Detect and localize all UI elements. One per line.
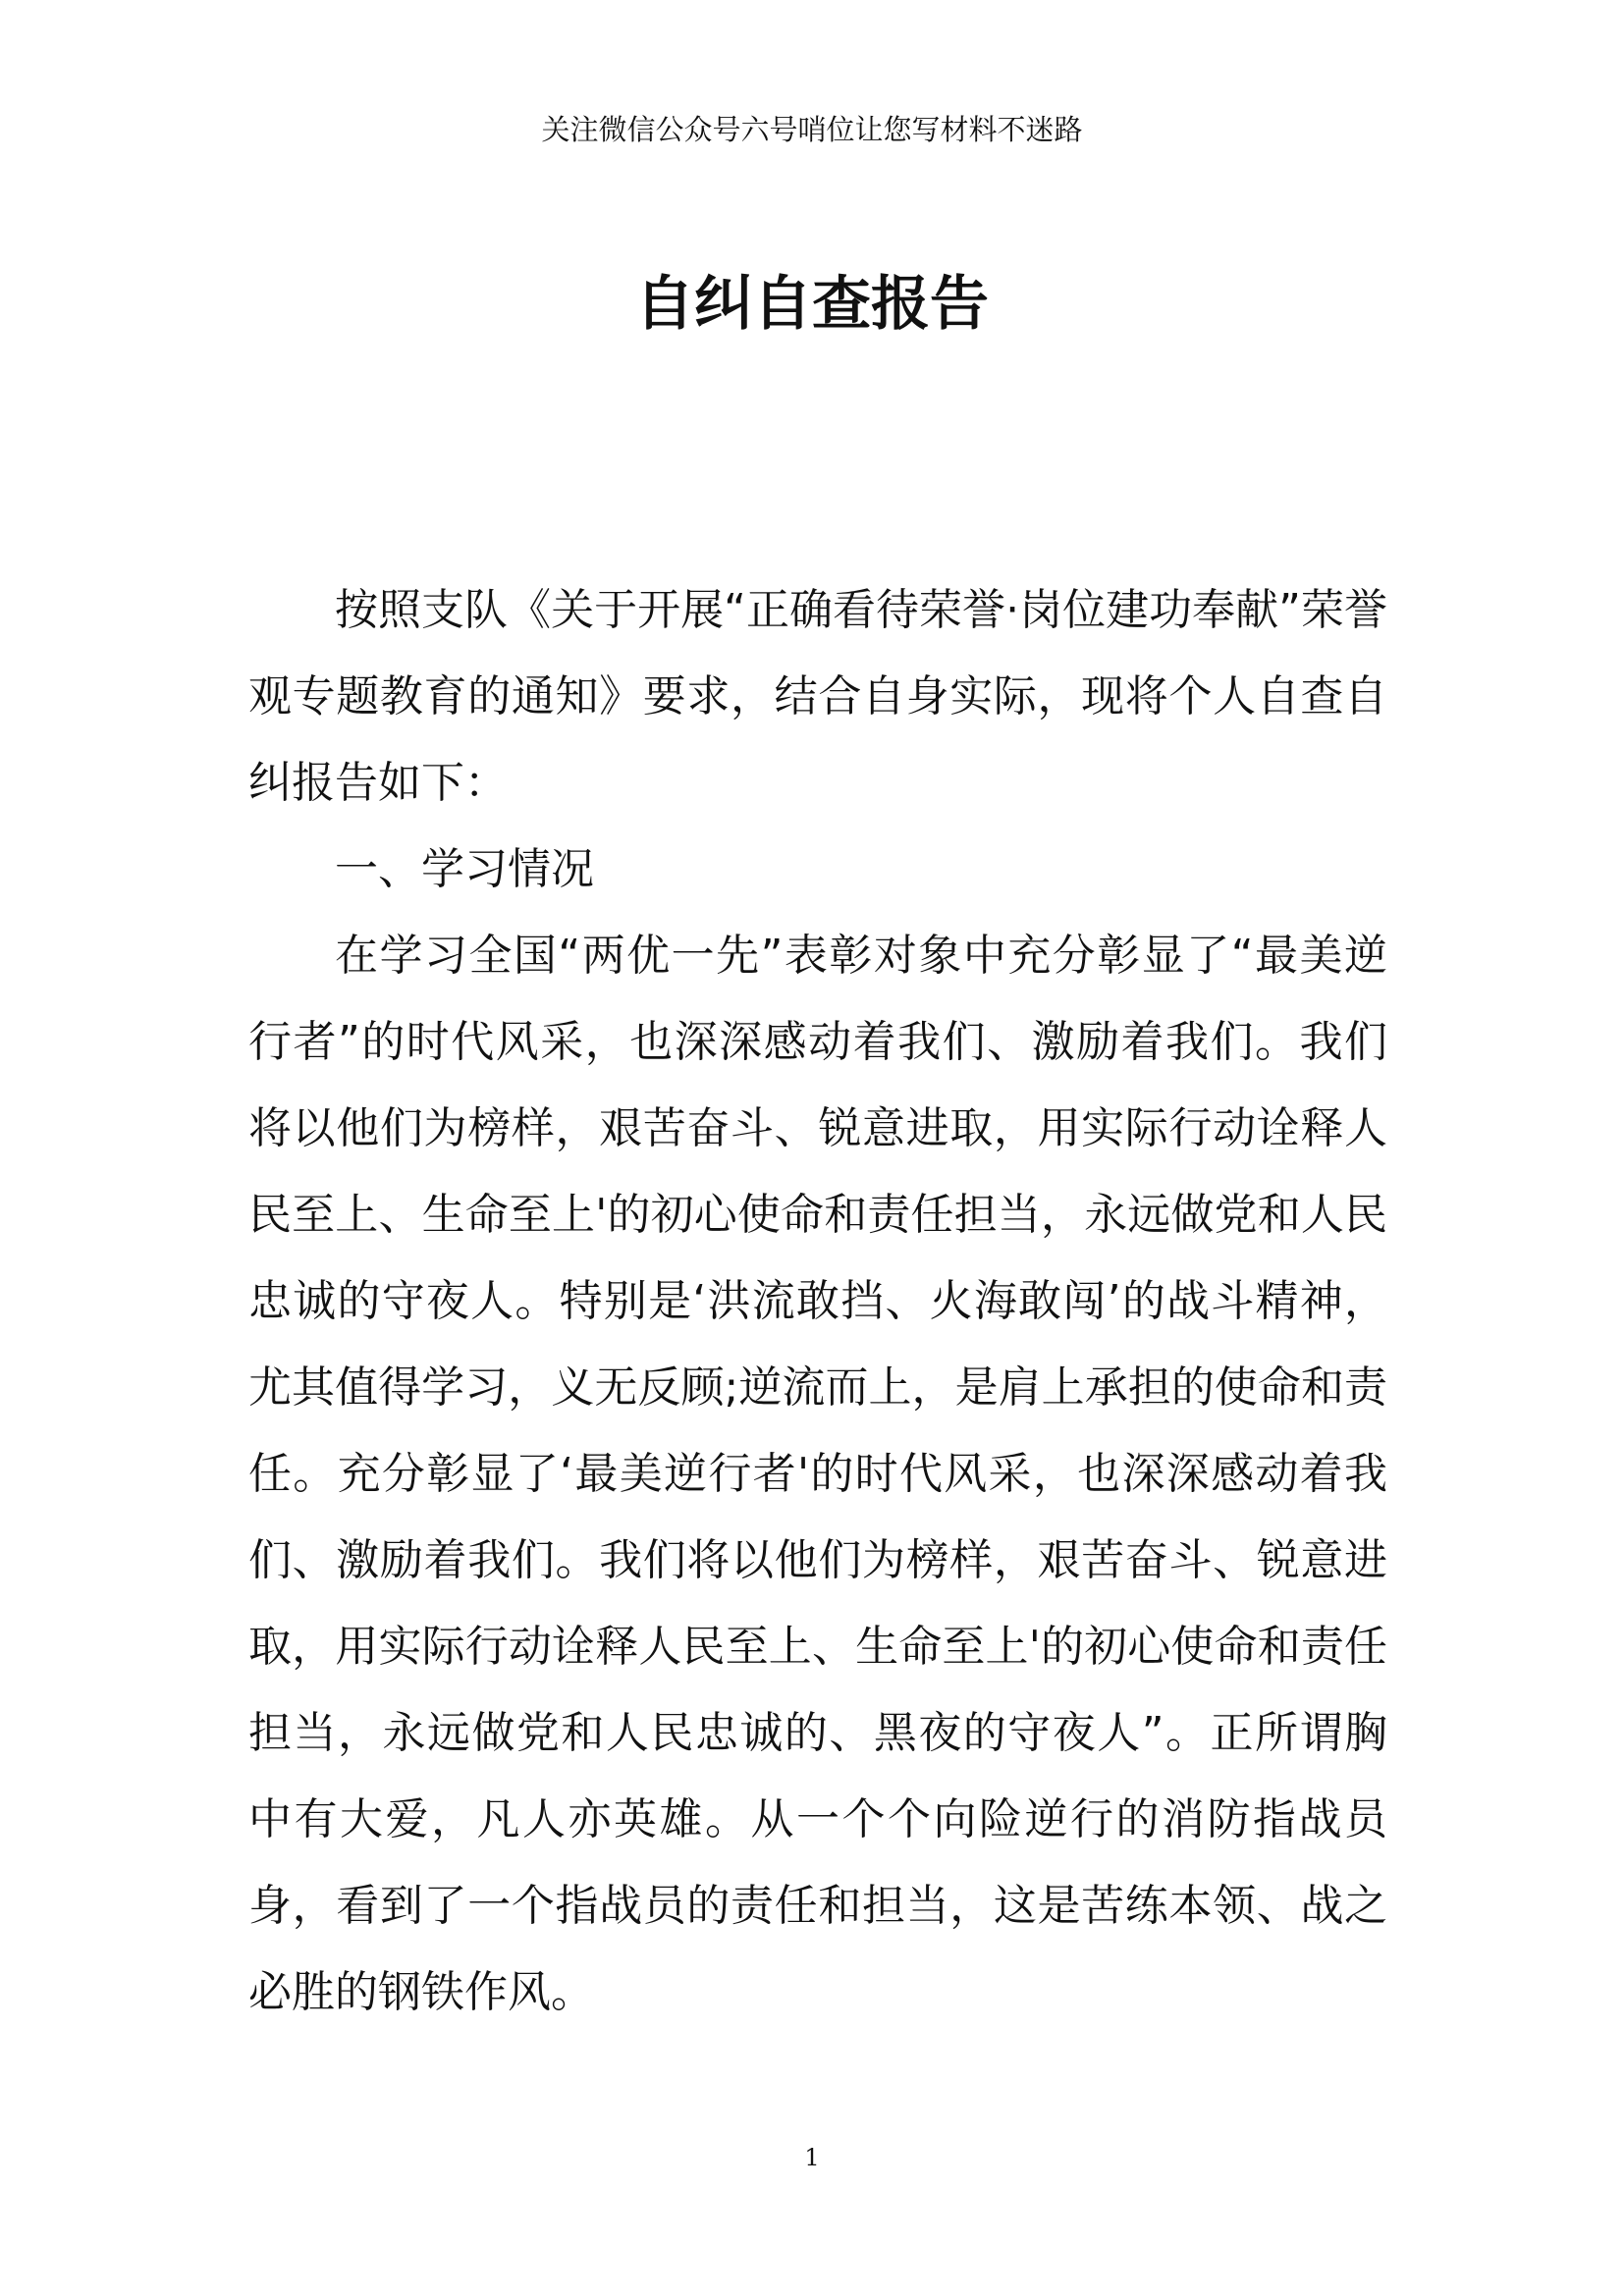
intro-paragraph: 按照支队《关于开展“正确看待荣誉·岗位建功奉献”荣誉观专题教育的通知》要求，结合自身实际，现将个人自查自纠报告如下：: [248, 585, 1387, 808]
document-body: [248, 567, 1387, 2036]
page-header: 关注微信公众号六号哨位让您写材料不迷路: [541, 113, 1083, 146]
section-heading-study: 一、学习情况: [335, 844, 594, 894]
study-paragraph: 在学习全国“两优一先”表彰对象中充分彰显了“最美逆行者”的时代风采，也深深感动着我们、激励着我们。我们将以他们为榜样，艰苦奋斗、锐意进取，用实际行动诠释人民至上、生命至上'的初心使命和责任担当，永远做党和人民忠诚的守夜人。特别是‘洪流敢挡、火海敢闯’的战斗精神，尤其值得学习，义无反顾;逆流而上，是肩上承担的使命和责任。充分彰显了‘最美逆行者'的时代风采，也深深感动着我们、激励着我们。我们将以他们为榜样，艰苦奋斗、锐意进取，用实际行动诠释人民至上、生命至上'的初心使命和责任担当，永远做党和人民忠诚的、黑夜的守夜人”。正所谓胸中有大爱，凡人亦英雄。从一个个向险逆行的消防指战员身，看到了一个指战员的责任和担当，这是苦练本领、战之必胜的钢铁作风。: [248, 931, 1387, 2017]
page-number: 1: [804, 2144, 820, 2171]
document-title: 自纠自查报告: [635, 270, 989, 339]
